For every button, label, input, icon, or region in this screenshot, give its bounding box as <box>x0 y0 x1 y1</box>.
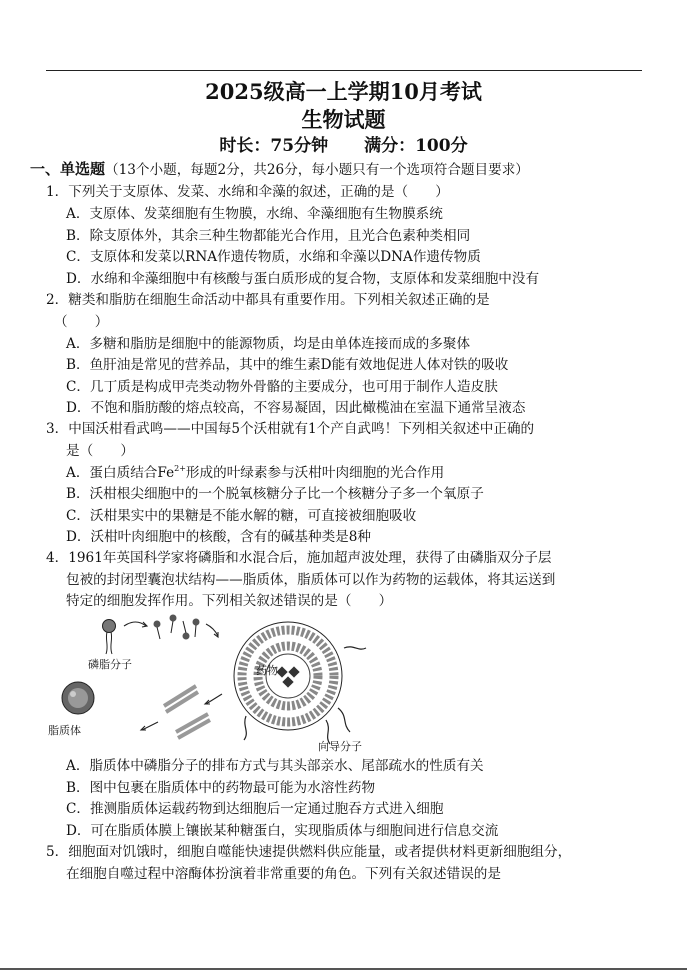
q1-option-d: D．水绵和伞藻细胞中有核酸与蛋白质形成的复合物，支原体和发菜细胞中没有 <box>66 271 540 287</box>
phospholipid-pairs-icon <box>154 615 200 640</box>
top-rule <box>46 70 642 71</box>
q1-option-c: C．支原体和发菜以RNA作遗传物质，水绵和伞藻以DNA作遗传物质 <box>66 249 481 265</box>
arrow-icon <box>141 694 222 730</box>
liposome-diagram <box>46 612 606 754</box>
liposome-figure <box>46 612 606 754</box>
section-heading <box>30 161 529 178</box>
section-note: （13个小题，每题2分，共26分，每小题只有一个选项符合题目要求） <box>105 162 529 178</box>
label-guide-molecule: 向导分子 <box>318 740 362 753</box>
q2-option-a: A．多糖和脂肪是细胞中的能源物质，均是由单体连接而成的多聚体 <box>66 336 471 352</box>
q2-stem-line2: （ ） <box>54 314 109 330</box>
q2-option-b: B．鱼肝油是常见的营养品，其中的维生素D能有效地促进人体对铁的吸收 <box>66 357 509 373</box>
q2-option-d: D．不饱和脂肪酸的熔点较高，不容易凝固，因此橄榄油在室温下通常呈液态 <box>66 400 526 416</box>
label-liposome: 脂质体 <box>48 724 81 737</box>
q1-option-b: B．除支原体外，其余三种生物都能光合作用，且光合色素种类相同 <box>66 228 471 244</box>
q3-option-c: C．沃柑果实中的果糖是不能水解的糖，可直接被细胞吸收 <box>66 508 417 524</box>
q1-option-a: A．支原体、发菜细胞有生物膜，水绵、伞藻细胞有生物膜系统 <box>66 206 443 222</box>
q3-option-a-post: 形成的叶绿素参与沃柑叶肉细胞的光合作用 <box>185 465 445 481</box>
exam-meta <box>0 131 687 156</box>
exam-score: 满分：100分 <box>364 136 468 156</box>
q4-stem-line2: 包被的封闭型囊泡状结构——脂质体，脂质体可以作为药物的运载体，将其运送到 <box>66 572 556 588</box>
q3-stem-line2: 是（ ） <box>66 443 134 459</box>
q4-option-d: D．可在脂质体膜上镶嵌某种糖蛋白，实现脂质体与细胞间进行信息交流 <box>66 823 499 839</box>
q4-stem-line1: 4．1961年英国科学家将磷脂和水混合后，施加超声波处理，获得了由磷脂双分子层 <box>46 550 552 566</box>
exam-title: 2025级高一上学期10月考试 <box>205 79 482 104</box>
large-liposome-icon <box>234 622 366 744</box>
phospholipid-molecule-icon <box>103 620 116 655</box>
exam-subject: 生物试题 <box>301 107 386 132</box>
q2-option-c: C．几丁质是构成甲壳类动物外骨骼的主要成分，也可用于制作人造皮肤 <box>66 379 498 395</box>
exam-duration: 时长：75分钟 <box>219 136 329 156</box>
q3-stem-line1: 3．中国沃柑看武鸣——中国每5个沃柑就有1个产自武鸣！下列相关叙述中正确的 <box>46 421 535 437</box>
arrow-icon <box>124 622 218 637</box>
q3-option-b: B．沃柑根尖细胞中的一个脱氧核糖分子比一个核糖分子多一个氧原子 <box>66 486 484 502</box>
q5-stem-line1: 5．细胞面对饥饿时，细胞自噬能快速提供燃料供应能量，或者提供材料更新细胞组分， <box>46 844 572 860</box>
q5-stem-line2: 在细胞自噬过程中溶酶体扮演着非常重要的角色。下列有关叙述错误的是 <box>66 866 501 882</box>
q4-stem-line3: 特定的细胞发挥作用。下列相关叙述错误的是（ ） <box>66 593 393 609</box>
q3-option-a <box>66 465 444 481</box>
label-phospholipid: 磷脂分子 <box>88 658 132 671</box>
q1-stem: 1．下列关于支原体、发菜、水绵和伞藻的叙述，正确的是（ ） <box>46 184 449 200</box>
q3-option-a-pre: A．蛋白质结合Fe <box>66 465 175 481</box>
label-drug: 药物 <box>256 664 278 677</box>
q4-option-b: B．图中包裹在脂质体中的药物最可能为水溶性药物 <box>66 780 376 796</box>
small-liposome-icon <box>62 682 94 714</box>
bilayer-fragment-icon <box>164 686 210 738</box>
q3-option-a-charge: 2+ <box>174 464 186 473</box>
q4-option-c: C．推测脂质体运载药物到达细胞后一定通过胞吞方式进入细胞 <box>66 801 444 817</box>
q4-option-a: A．脂质体中磷脂分子的排布方式与其头部亲水、尾部疏水的性质有关 <box>66 758 484 774</box>
section-title: 一、单选题 <box>30 160 106 178</box>
q3-option-d: D．沃柑叶肉细胞中的核酸，含有的碱基种类是8种 <box>66 529 372 545</box>
q2-stem-line1: 2．糖类和脂肪在细胞生命活动中都具有重要作用。下列相关叙述正确的是 <box>46 292 490 308</box>
bottom-rule <box>0 968 687 970</box>
